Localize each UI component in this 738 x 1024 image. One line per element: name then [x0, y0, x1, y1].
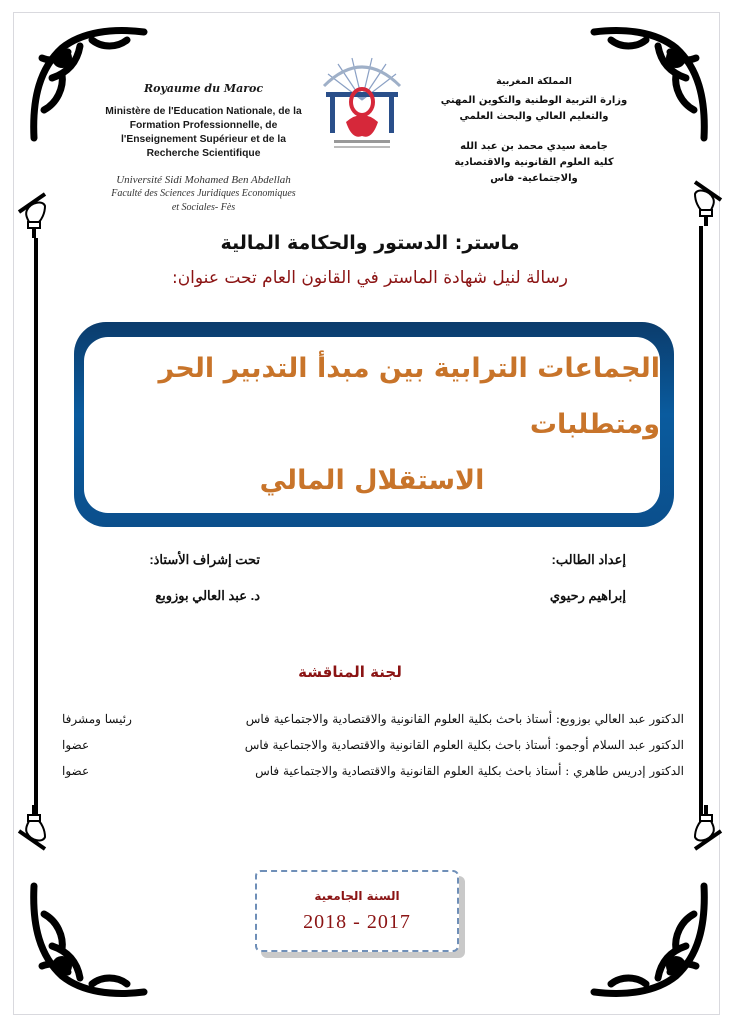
university-name-ar [420, 139, 648, 187]
member-description: أستاذ باحث بكلية العلوم القانونية والاقتصادية والاجتماعية فاس [255, 764, 562, 778]
academic-year-value: 2018 - 2017 [303, 910, 411, 933]
member-role: عضوا [62, 738, 90, 752]
committee-list [62, 706, 684, 784]
ministry-line: والتعليم العالي والبحث العلمي [459, 111, 609, 122]
student-name: إبراهيم رحيوي [549, 588, 626, 603]
member-description: أستاذ باحث بكلية العلوم القانونية والاقتصادية والاجتماعية فاس [245, 712, 553, 726]
committee-member [62, 732, 684, 758]
university-line: et Sociales- Fès [171, 202, 236, 213]
header-french [96, 82, 311, 215]
ornament-corner-icon [22, 876, 152, 1006]
kingdom-label-fr: Royaume du Maroc [143, 82, 264, 95]
hand-pen-icon [15, 805, 55, 853]
academic-year-box [255, 870, 459, 952]
member-name: الدكتور عبد العالي بوزوبع: [555, 712, 684, 726]
header-arabic [420, 76, 648, 187]
ministry-line: وزارة التربية الوطنية والتكوين المهني [440, 95, 628, 106]
supervisor-name: د. عبد العالي بوزوبع [155, 588, 260, 603]
university-name-fr [96, 173, 311, 215]
thesis-intro: رسالة لنيل شهادة الماستر في القانون العام تحت عنوان: [171, 268, 569, 288]
ministry-line: Recherche Scientifique [146, 148, 261, 159]
university-line: والاجتماعية- فاس [490, 173, 578, 184]
hand-pen-icon [15, 190, 55, 238]
ministry-line: l'Enseignement Supérieur et de la [121, 134, 286, 145]
supervisor-label: تحت إشراف الأستاذ: [149, 552, 260, 567]
student-label: إعداد الطالب: [551, 552, 626, 567]
university-logo [308, 50, 416, 162]
ministry-line: Formation Professionnelle, de [129, 120, 278, 131]
ministry-name-ar [420, 93, 648, 125]
committee-title: لجنة المناقشة [298, 663, 402, 681]
side-rule [699, 226, 703, 818]
side-rule [34, 238, 38, 818]
hand-pen-icon [685, 805, 725, 853]
thesis-title-line-1: الجماعات الترابية بين مبدأ التدبير الحر ومتطلبات [158, 353, 660, 440]
thesis-title-line-2: الاستقلال المالي [259, 465, 485, 496]
member-description: أستاذ باحث بكلية العلوم القانونية والاقتصادية والاجتماعية فاس [244, 738, 552, 752]
university-line: كلية العلوم القانونية والاقتصادية [454, 157, 614, 168]
committee-member [62, 758, 684, 784]
hand-pen-icon [685, 178, 725, 226]
member-name: الدكتور عبد السلام أوجمو: [554, 738, 684, 752]
university-line: Université Sidi Mohamed Ben Abdellah [116, 174, 291, 186]
ministry-name-fr [96, 105, 311, 161]
thesis-title [84, 337, 660, 513]
university-line: Faculté des Sciences Juridiques Economiques [111, 188, 296, 199]
university-line: جامعة سيدي محمد بن عبد الله [460, 141, 608, 152]
member-role: عضوا [62, 764, 90, 778]
member-name: الدكتور إدريس طاهري : [565, 764, 684, 778]
ornament-corner-icon [586, 876, 716, 1006]
master-program: ماستر: الدستور والحكامة المالية [220, 232, 520, 254]
kingdom-label-ar: المملكة المغربية [496, 76, 572, 87]
committee-member [62, 706, 684, 732]
ministry-line: Ministère de l'Education Nationale, de la [105, 106, 302, 117]
member-role: رئيسا ومشرفا [62, 712, 132, 726]
academic-year-label: السنة الجامعية [314, 888, 400, 903]
